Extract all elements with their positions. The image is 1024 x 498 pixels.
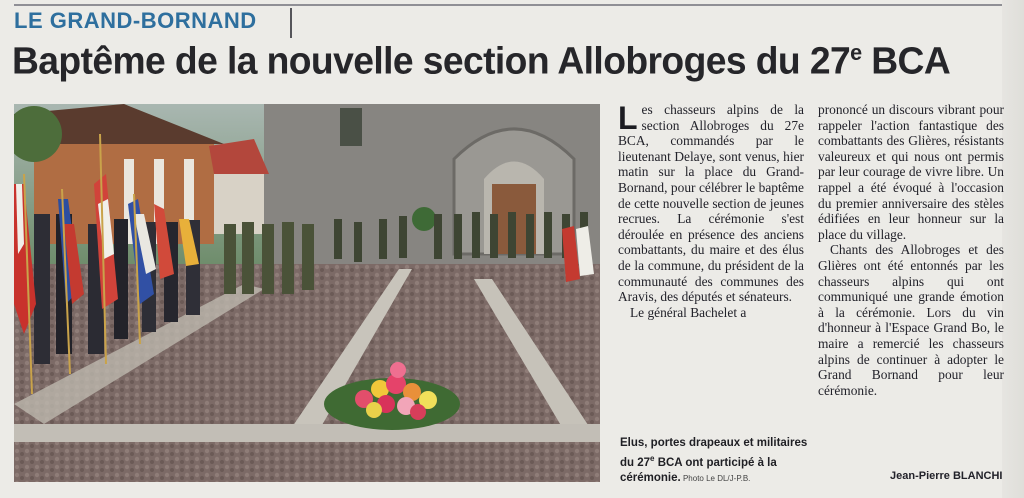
section-kicker: LE GRAND-BORNAND — [14, 8, 257, 33]
article-photo — [14, 104, 600, 482]
caption-text-a: Elus, portes drapeaux et militaires du 27 — [620, 437, 808, 469]
kicker-divider — [290, 8, 292, 38]
headline-tail: BCA — [861, 40, 951, 83]
col2-paragraph-1: prononcé un discours vibrant pour rappeler l'action fantastique des combattants des Glières, résistants valeureux et qui nous ont permis par leur courage de vivre libre. Un rappel a été évoqué à l'occasion du premier anniversaire des stèles édifiées en leur honneur sur la place du village. — [818, 102, 1004, 242]
photo-caption — [620, 436, 810, 486]
article-column-1 — [618, 102, 804, 320]
ceremony-photo-illustration — [14, 104, 600, 482]
headline-sup: e — [850, 40, 862, 65]
col1-paragraph-2: Le général Bachelet a — [630, 304, 747, 320]
author-byline: Jean-Pierre BLANCHI — [890, 470, 1003, 482]
article-column-2 — [818, 102, 1004, 398]
top-rule — [14, 4, 1002, 6]
col2-paragraph-2: Chants des Allobroges et des Glières ont été entonnés par les chasseurs alpins qui ont communiqué une grande émotion à la cérémonie. Lors du vin d'honneur à l'Espace Grand Bo, le maire a remercié les chasseurs alpins de continuer à adopter le Grand Bornand pour leur cérémonie. — [818, 242, 1004, 398]
drop-cap: L — [618, 100, 638, 136]
col1-paragraph-1: es chasseurs alpins de la section Allobroges du 27e BCA, commandés par le lieutenant Delaye, sont venus, hier matin sur la place du Grand-Bornand, pour célébrer le baptême de cette nouvelle section de jeunes recrues. La cérémonie s'est déroulée en présence des anciens combattants, du maire et des élus de la commune, du président de la communauté des communes des Aravis, des députés et sénateurs. — [618, 102, 804, 305]
headline-main: Baptême de la nouvelle section Allobroges du 27 — [12, 40, 851, 83]
caption-sup: e — [650, 454, 655, 463]
caption-text-b: BCA ont participé à la cérémonie. — [620, 456, 777, 484]
page-edge — [1002, 0, 1024, 498]
headline — [12, 40, 950, 84]
photo-credit: Photo Le DL/J-P.B. — [680, 473, 751, 483]
